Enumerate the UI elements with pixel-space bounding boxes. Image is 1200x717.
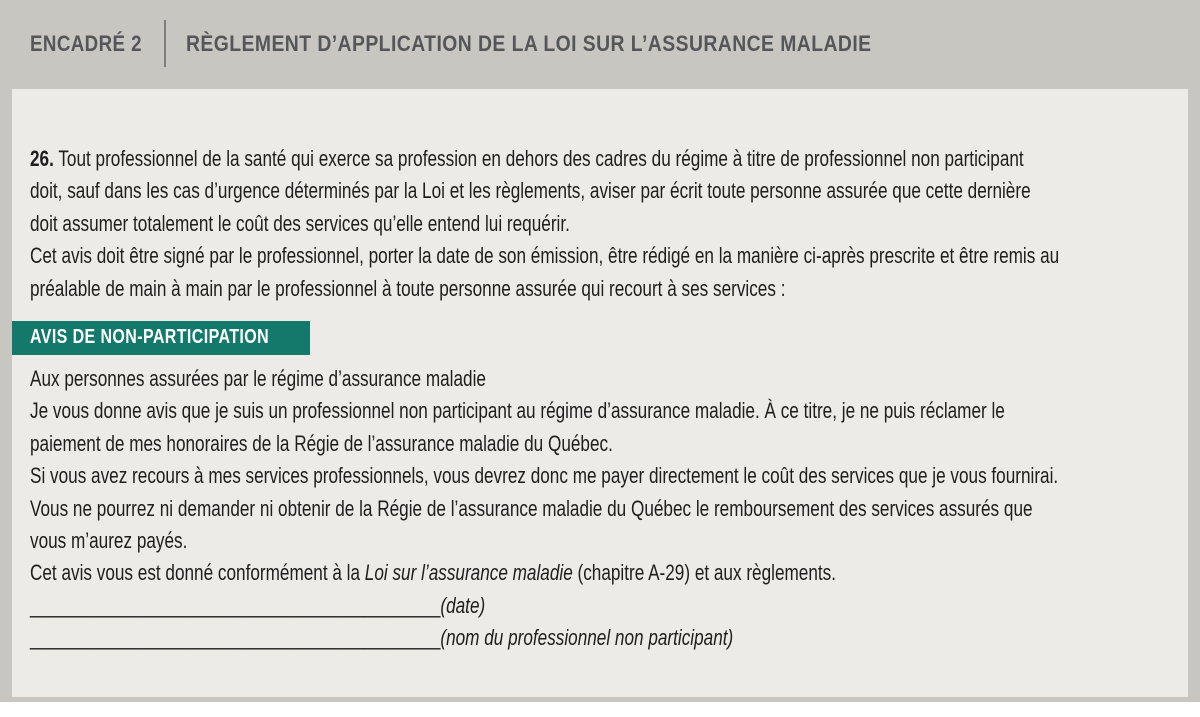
name-field-label: (nom du professionnel non participant) [440, 625, 734, 651]
date-blank-line: ___________________________________________ [30, 592, 441, 618]
notice-line: Aux personnes assurées par le régime d’assurance maladie [30, 366, 486, 392]
article-line: doit assumer totalement le coût des services qu’elle entend lui requérir. [30, 210, 570, 236]
article-number: 26. [30, 146, 54, 171]
name-blank-line: ___________________________________________ [30, 625, 441, 651]
non-participation-badge-label: AVIS DE NON-PARTICIPATION [30, 326, 270, 349]
notice-line: Si vous avez recours à mes services professionnels, vous devrez donc me payer directement le coût des services que je vous fournirai. [30, 463, 1059, 489]
notice-line: Vous ne pourrez ni demander ni obtenir de la Régie de l’assurance maladie du Québec le remboursement des services assurés que [30, 495, 1033, 521]
date-field-label: (date) [440, 592, 486, 618]
date-field-line [30, 590, 933, 622]
header-divider [164, 20, 166, 67]
notice-line: Je vous donne avis que je suis un professionnel non participant au régime d’assurance maladie. À ce titre, je ne puis réclamer le [30, 398, 1005, 424]
article-line: préalable de main à main par le professionnel à toute personne assurée qui recourt à ses services : [30, 275, 786, 301]
name-field-line [30, 622, 933, 654]
conformity-line [30, 557, 933, 589]
article-text: Tout professionnel de la santé qui exerce sa profession en dehors des cadres du régime à titre de professionnel non participant [58, 146, 1024, 171]
law-title: Loi sur l’assurance maladie [364, 560, 573, 586]
non-participation-badge [12, 321, 310, 355]
conformity-post: (chapitre A-29) et aux règlements. [572, 560, 836, 586]
conformity-pre: Cet avis vous est donné conformément à la [30, 560, 365, 586]
encadre-label: ENCADRÉ 2 [30, 31, 142, 56]
encadre-header [0, 0, 1200, 89]
article-line: doit, sauf dans les cas d’urgence déterminés par la Loi et les règlements, aviser par écrit toute personne assurée que cette dernière [30, 178, 1031, 204]
regulation-panel [12, 89, 1188, 697]
article-line: Cet avis doit être signé par le professionnel, porter la date de son émission, être rédigé en la manière ci-après prescrite et être remis au [30, 243, 1060, 269]
article-line [30, 143, 1024, 175]
notice-line: vous m’aurez payés. [30, 528, 188, 554]
encadre-title: RÈGLEMENT D’APPLICATION DE LA LOI SUR L’ASSURANCE MALADIE [186, 31, 872, 56]
notice-line: paiement de mes honoraires de la Régie de l’assurance maladie du Québec. [30, 430, 613, 456]
